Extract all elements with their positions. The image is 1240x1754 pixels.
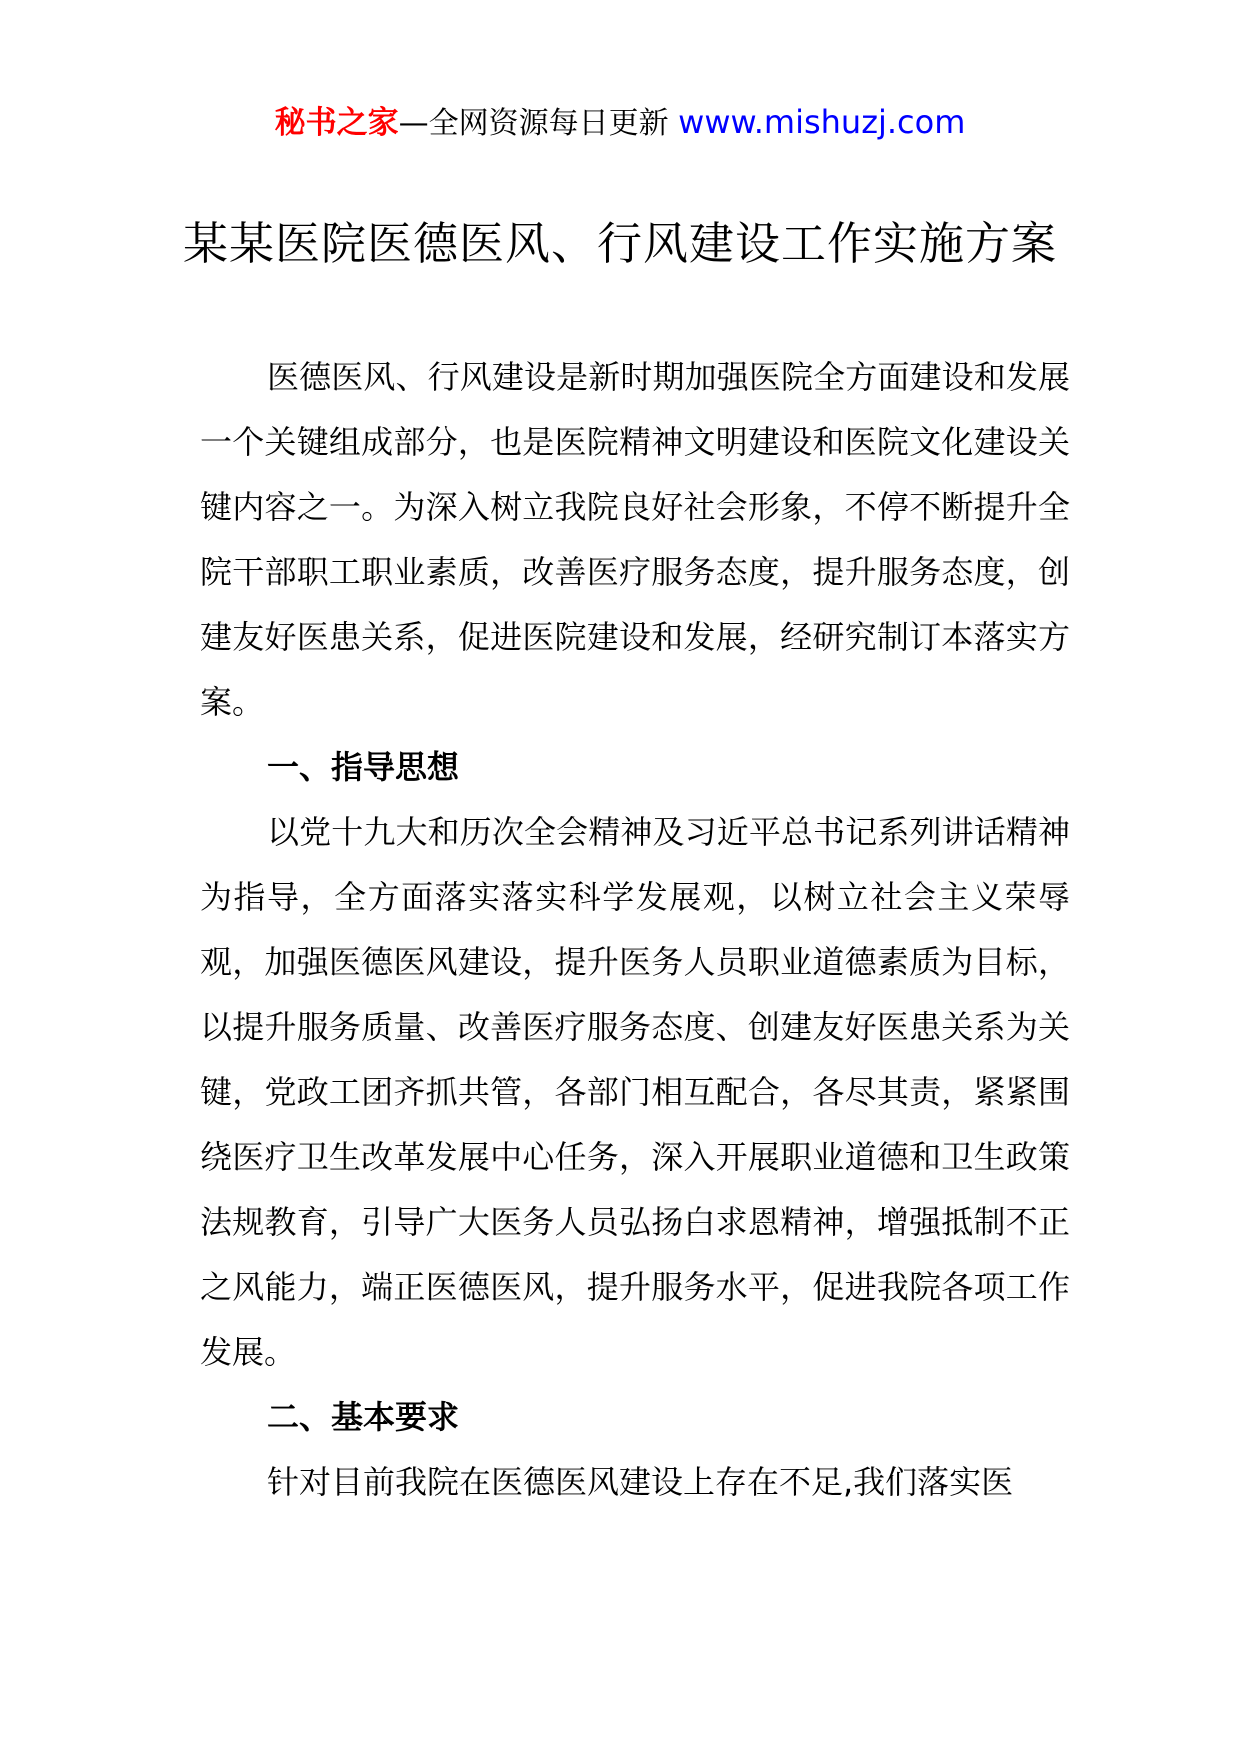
header-tagline: —全网资源每日更新: [398, 106, 669, 141]
section-paragraph-guiding-ideology: 以党十九大和历次全会精神及习近平总书记系列讲话精神为指导，全方面落实落实科学发展观，以树立社会主义荣辱观，加强医德医风建设，提升医务人员职业道德素质为目标，以提升服务质量、改善医疗服务态度、创建友好医患关系为关键，党政工团齐抓共管，各部门相互配合，各尽其责，紧紧围绕医疗卫生改革发展中心任务，深入开展职业道德和卫生政策法规教育，引导广大医务人员弘扬白求恩精神，增强抵制不正之风能力，端正医德医风，提升服务水平，促进我院各项工作发展。: [200, 813, 1070, 1371]
document-title: 某某医院医德医风、行风建设工作实施方案: [182, 217, 1057, 270]
document-body: [200, 345, 1070, 1515]
intro-paragraph: 医德医风、行风建设是新时期加强医院全方面建设和发展一个关键组成部分，也是医院精神文明建设和医院文化建设关键内容之一。为深入树立我院良好社会形象，不停不断提升全院干部职工职业素质，改善医疗服务态度，提升服务态度，创建友好医患关系，促进医院建设和发展，经研究制订本落实方案。: [200, 358, 1070, 721]
section-heading-basic-requirements: 二、基本要求: [267, 1398, 460, 1436]
page-header: [0, 98, 1240, 148]
site-url-link[interactable]: www.mishuzj.com: [678, 103, 966, 141]
section-heading-guiding-ideology: 一、指导思想: [267, 748, 460, 786]
section-paragraph-basic-requirements: 针对目前我院在医德医风建设上存在不足,我们落实医: [267, 1463, 1014, 1501]
brand-name: 秘书之家: [274, 105, 399, 141]
